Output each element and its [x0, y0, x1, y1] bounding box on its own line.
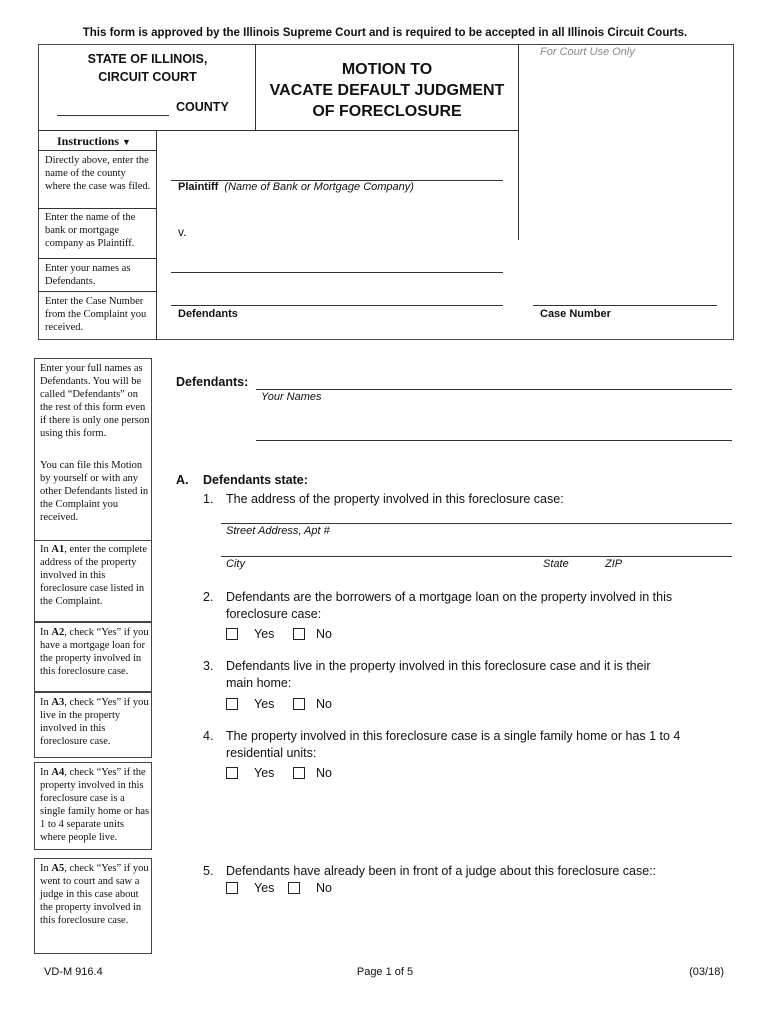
- county-label: COUNTY: [176, 100, 229, 114]
- city-state-zip-input-line[interactable]: [221, 556, 732, 557]
- q3-yes-label: Yes: [254, 697, 275, 711]
- q5-yes-label: Yes: [254, 881, 275, 895]
- approval-notice: This form is approved by the Illinois Supreme Court and is required to be accepted in all Illinois Circuit Courts.: [82, 27, 688, 39]
- state-hint: State: [543, 558, 569, 570]
- your-names-hint: Your Names: [261, 391, 322, 403]
- side-note-a4-prefix: In: [40, 767, 52, 778]
- q4-number: 4.: [203, 729, 214, 743]
- q4-no-checkbox[interactable]: [293, 767, 305, 779]
- case-number-label: Case Number: [540, 308, 611, 320]
- q5-number: 5.: [203, 864, 214, 878]
- instructions-heading: [57, 134, 131, 149]
- versus-label: v.: [178, 225, 187, 239]
- side-note-a3-prefix: In: [40, 697, 52, 708]
- title-line1: MOTION TO: [341, 61, 433, 78]
- caption-divider-right: [518, 44, 519, 240]
- side-note-a4-text: , check “Yes” if the property involved in this foreclosure case is a single family home or has 1 to 4 separate units where people live.: [40, 767, 150, 843]
- instruction-rule-2: [38, 258, 156, 259]
- side-note-defendants: Enter your full names as Defendants. You will be called “Defendants” on the rest of this form even if there is only one person using this form.: [40, 363, 150, 439]
- form-code: VD-M 916.4: [44, 966, 103, 978]
- q2-text: Defendants are the borrowers of a mortgage loan on the property involved in this foreclosure case:: [226, 590, 673, 621]
- q5-no-label: No: [316, 881, 332, 895]
- instruction-case-number: Enter the Case Number from the Complaint you received.: [45, 296, 147, 333]
- q1-number: 1.: [203, 492, 214, 506]
- caret-down-icon: ▼: [122, 137, 131, 147]
- street-hint: Street Address, Apt #: [226, 525, 330, 537]
- side-note-a1-ref: A1: [51, 544, 65, 555]
- q4-text: The property involved in this foreclosure case is a single family home or has 1 to 4 residential units:: [226, 729, 681, 760]
- q3-yes-checkbox[interactable]: [226, 698, 238, 710]
- side-note-a1-text: , enter the complete address of the property involved in this foreclosure case listed in the Complaint.: [40, 544, 148, 607]
- defendants-label: Defendants:: [176, 375, 249, 389]
- q2-yes-checkbox[interactable]: [226, 628, 238, 640]
- side-note-a2-ref: A2: [51, 627, 65, 638]
- revision-date: (03/18): [689, 966, 724, 978]
- side-note-a3: [40, 696, 150, 748]
- your-names-input-line-2[interactable]: [256, 440, 732, 441]
- title-line3: OF FORECLOSURE: [312, 103, 462, 120]
- side-note-a5-ref: A5: [51, 863, 65, 874]
- side-note-a2-prefix: In: [40, 627, 52, 638]
- instruction-plaintiff: Enter the name of the bank or mortgage company as Plaintiff.: [45, 212, 136, 249]
- q3-number: 3.: [203, 659, 214, 673]
- q5-yes-checkbox[interactable]: [226, 882, 238, 894]
- city-hint: City: [226, 558, 245, 570]
- q3-text: Defendants live in the property involved in this foreclosure case and it is their main home:: [226, 659, 651, 690]
- plaintiff-label: Plaintiff: [178, 181, 219, 193]
- q4-yes-label: Yes: [254, 766, 275, 780]
- caption-divider-horizontal: [38, 130, 519, 131]
- q2-yes-label: Yes: [254, 627, 275, 641]
- instructions-heading-label: Instructions: [57, 134, 120, 148]
- side-note-a2-text: , check “Yes” if you have a mortgage loan for the property involved in this foreclosure case.: [40, 627, 149, 677]
- side-note-a4-ref: A4: [51, 767, 65, 778]
- instruction-rule-1: [38, 208, 156, 209]
- court-state-line2: CIRCUIT COURT: [98, 70, 197, 84]
- instructions-divider: [156, 130, 157, 340]
- q2-no-label: No: [316, 627, 332, 641]
- q1-text: The address of the property involved in this foreclosure case:: [226, 492, 564, 506]
- q5-no-checkbox[interactable]: [288, 882, 300, 894]
- q3-no-checkbox[interactable]: [293, 698, 305, 710]
- defendants-caption-label: Defendants: [178, 308, 238, 320]
- instructions-heading-rule: [38, 150, 156, 151]
- defendants-input-line-2[interactable]: [171, 305, 503, 306]
- q4-no-label: No: [316, 766, 332, 780]
- case-number-input-line[interactable]: [533, 305, 717, 306]
- instruction-county: Directly above, enter the name of the county where the case was filed.: [45, 155, 151, 192]
- side-note-a5-prefix: In: [40, 863, 52, 874]
- defendants-input-line-1[interactable]: [171, 272, 503, 273]
- q5-text: Defendants have already been in front of a judge about this foreclosure case::: [226, 864, 657, 878]
- court-use-label: For Court Use Only: [540, 46, 635, 58]
- side-note-a5-text: , check “Yes” if you went to court and saw a judge in this case about the property involved in this foreclosure case.: [40, 863, 149, 926]
- page-number: Page 1 of 5: [356, 966, 414, 978]
- plaintiff-hint: (Name of Bank or Mortgage Company): [224, 181, 414, 193]
- q2-no-checkbox[interactable]: [293, 628, 305, 640]
- side-note-a2: [40, 626, 150, 678]
- side-note-a3-text: , check “Yes” if you live in the property involved in this foreclosure case.: [40, 697, 149, 747]
- instruction-rule-3: [38, 291, 156, 292]
- side-note-file: You can file this Motion by yourself or with any other Defendants listed in the Complaint you received.: [40, 460, 149, 523]
- title-line2: VACATE DEFAULT JUDGMENT: [269, 82, 505, 99]
- county-input-line[interactable]: [57, 115, 169, 116]
- q2-number: 2.: [203, 590, 214, 604]
- your-names-input-line-1[interactable]: [256, 389, 732, 390]
- zip-hint: ZIP: [605, 558, 623, 570]
- side-note-a5: [40, 862, 150, 927]
- section-a-title: Defendants state:: [203, 473, 308, 487]
- side-note-a1-prefix: In: [40, 544, 52, 555]
- q3-no-label: No: [316, 697, 332, 711]
- side-note-a1: [40, 543, 150, 608]
- instruction-defendants: Enter your names as Defendants.: [45, 263, 131, 287]
- plaintiff-label-row: [178, 181, 414, 193]
- court-state-line1: STATE OF ILLINOIS,: [87, 52, 208, 66]
- street-input-line[interactable]: [221, 523, 732, 524]
- q4-yes-checkbox[interactable]: [226, 767, 238, 779]
- side-note-a3-ref: A3: [51, 697, 65, 708]
- section-a-letter: A.: [176, 473, 189, 487]
- side-note-a4: [40, 766, 150, 844]
